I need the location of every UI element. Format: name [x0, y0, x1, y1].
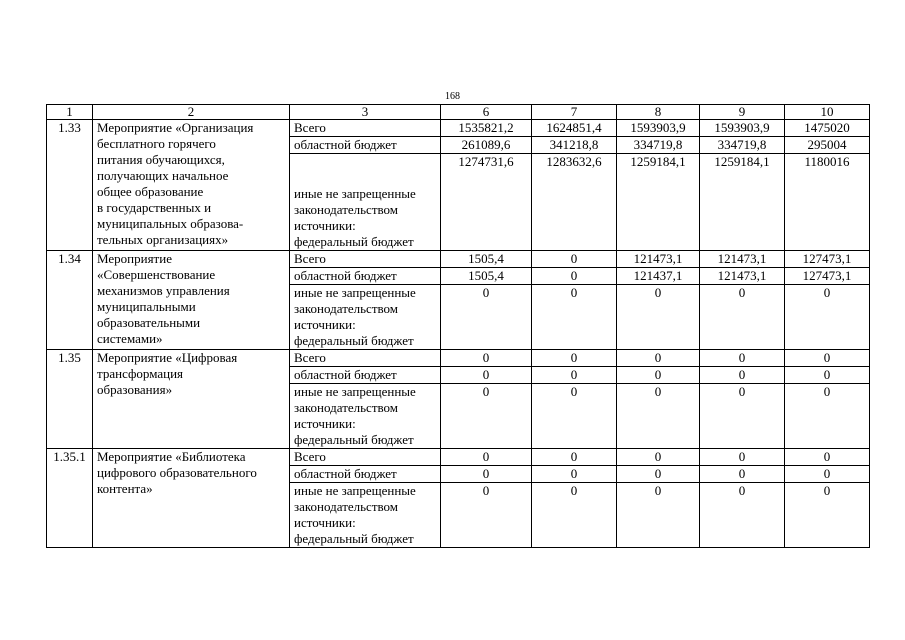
total-value: 0 — [617, 449, 700, 466]
federal-value: 0 — [617, 384, 700, 449]
total-value: 1535821,2 — [441, 120, 532, 137]
regional-value: 121473,1 — [700, 268, 785, 285]
total-value: 127473,1 — [785, 251, 870, 268]
measure-description — [93, 449, 290, 548]
source-regional-label: областной бюджет — [290, 268, 441, 285]
source-other-line: источники: — [294, 317, 356, 332]
regional-value: 295004 — [785, 137, 870, 154]
measure-description-line: Мероприятие «Библиотека — [97, 449, 246, 464]
measure-description-line: Мероприятие «Цифровая — [97, 350, 238, 365]
total-value: 0 — [532, 251, 617, 268]
total-value: 1505,4 — [441, 251, 532, 268]
header-cell: 1 — [47, 105, 93, 120]
source-other-line: источники: — [294, 218, 356, 233]
federal-value: 0 — [617, 285, 700, 350]
total-value: 0 — [532, 449, 617, 466]
total-value: 1593903,9 — [700, 120, 785, 137]
measure-description-line: общее образование — [97, 184, 204, 199]
source-total-label: Всего — [290, 251, 441, 268]
header-cell: 9 — [700, 105, 785, 120]
total-value: 0 — [700, 449, 785, 466]
federal-value: 0 — [700, 483, 785, 548]
source-regional-label: областной бюджет — [290, 466, 441, 483]
header-cell: 7 — [532, 105, 617, 120]
source-other-line: законодательством — [294, 202, 399, 217]
regional-value: 0 — [532, 367, 617, 384]
total-value: 0 — [700, 350, 785, 367]
header-cell: 6 — [441, 105, 532, 120]
measure-total-row — [47, 251, 870, 268]
federal-value: 0 — [700, 285, 785, 350]
source-other-label — [290, 483, 441, 548]
source-other-line: законодательством — [294, 301, 399, 316]
measure-description-line: бесплатного горячего — [97, 136, 216, 151]
source-other-line: источники: — [294, 416, 356, 431]
regional-value: 0 — [532, 268, 617, 285]
total-value: 0 — [785, 350, 870, 367]
measure-description-line: получающих начальное — [97, 168, 229, 183]
measure-description-line: муниципальными — [97, 299, 196, 314]
federal-value: 1180016 — [785, 154, 870, 251]
measure-description-line: образования» — [97, 382, 173, 397]
regional-value: 1505,4 — [441, 268, 532, 285]
regional-value: 0 — [441, 466, 532, 483]
federal-value: 1283632,6 — [532, 154, 617, 251]
source-other-line: законодательством — [294, 400, 399, 415]
source-other-line: иные не запрещенные — [294, 483, 416, 498]
measure-description-line: тельных организациях» — [97, 232, 229, 247]
measure-total-row — [47, 120, 870, 137]
regional-value: 127473,1 — [785, 268, 870, 285]
header-cell: 2 — [93, 105, 290, 120]
measure-number: 1.33 — [47, 120, 93, 251]
total-value: 121473,1 — [700, 251, 785, 268]
measure-description-line: муниципальных образова- — [97, 216, 244, 231]
measure-description — [93, 350, 290, 449]
measure-description-line: Мероприятие — [97, 251, 172, 266]
federal-value: 0 — [785, 285, 870, 350]
source-other-label — [290, 384, 441, 449]
federal-value: 1259184,1 — [700, 154, 785, 251]
federal-value: 1259184,1 — [617, 154, 700, 251]
federal-value: 0 — [785, 384, 870, 449]
source-total-label: Всего — [290, 350, 441, 367]
measure-total-row — [47, 449, 870, 466]
source-other-line: иные не запрещенные — [294, 186, 416, 201]
regional-value: 121437,1 — [617, 268, 700, 285]
federal-value: 0 — [441, 384, 532, 449]
regional-value: 0 — [617, 367, 700, 384]
source-federal-label: федеральный бюджет — [294, 531, 414, 546]
federal-value: 0 — [700, 384, 785, 449]
measure-description-line: в государственных и — [97, 200, 212, 215]
total-value: 121473,1 — [617, 251, 700, 268]
source-other-line: законодательством — [294, 499, 399, 514]
regional-value: 341218,8 — [532, 137, 617, 154]
source-other-line: источники: — [294, 515, 356, 530]
measure-description-line: контента» — [97, 481, 153, 496]
header-cell: 10 — [785, 105, 870, 120]
source-other-label — [290, 285, 441, 350]
federal-value: 0 — [532, 285, 617, 350]
measure-description-line: «Совершенствование — [97, 267, 216, 282]
total-value: 1624851,4 — [532, 120, 617, 137]
measure-description-line: системами» — [97, 331, 163, 346]
federal-value: 1274731,6 — [441, 154, 532, 251]
total-value: 0 — [441, 350, 532, 367]
federal-value: 0 — [441, 483, 532, 548]
total-value: 0 — [441, 449, 532, 466]
regional-value: 0 — [617, 466, 700, 483]
measure-description — [93, 251, 290, 350]
total-value: 0 — [785, 449, 870, 466]
table-body — [47, 105, 870, 548]
regional-value: 334719,8 — [700, 137, 785, 154]
total-value: 0 — [532, 350, 617, 367]
measure-number: 1.35.1 — [47, 449, 93, 548]
source-federal-label: федеральный бюджет — [294, 234, 414, 249]
regional-value: 0 — [785, 367, 870, 384]
regional-value: 0 — [700, 466, 785, 483]
measure-description-line: питания обучающихся, — [97, 152, 225, 167]
measure-total-row — [47, 350, 870, 367]
header-row — [47, 105, 870, 120]
federal-value: 0 — [532, 483, 617, 548]
measure-description-line: трансформация — [97, 366, 184, 381]
measure-description-line: Мероприятие «Организация — [97, 120, 254, 135]
budget-table — [46, 104, 870, 548]
total-value: 0 — [617, 350, 700, 367]
measure-description — [93, 120, 290, 251]
federal-value: 0 — [532, 384, 617, 449]
measure-description-line: образовательными — [97, 315, 201, 330]
source-other-label — [290, 154, 441, 251]
regional-value: 261089,6 — [441, 137, 532, 154]
federal-value: 0 — [785, 483, 870, 548]
source-regional-label: областной бюджет — [290, 137, 441, 154]
federal-value: 0 — [441, 285, 532, 350]
source-other-line: иные не запрещенные — [294, 384, 416, 399]
source-other-line: иные не запрещенные — [294, 285, 416, 300]
measure-number: 1.35 — [47, 350, 93, 449]
measure-description-line: цифрового образовательного — [97, 465, 257, 480]
total-value: 1475020 — [785, 120, 870, 137]
source-total-label: Всего — [290, 120, 441, 137]
source-federal-label: федеральный бюджет — [294, 432, 414, 447]
measure-description-line: механизмов управления — [97, 283, 230, 298]
total-value: 1593903,9 — [617, 120, 700, 137]
source-total-label: Всего — [290, 449, 441, 466]
header-cell: 8 — [617, 105, 700, 120]
regional-value: 334719,8 — [617, 137, 700, 154]
regional-value: 0 — [532, 466, 617, 483]
federal-value: 0 — [617, 483, 700, 548]
source-regional-label: областной бюджет — [290, 367, 441, 384]
source-federal-label: федеральный бюджет — [294, 333, 414, 348]
header-cell: 3 — [290, 105, 441, 120]
page-number: 168 — [445, 91, 460, 102]
regional-value: 0 — [785, 466, 870, 483]
regional-value: 0 — [700, 367, 785, 384]
measure-number: 1.34 — [47, 251, 93, 350]
regional-value: 0 — [441, 367, 532, 384]
